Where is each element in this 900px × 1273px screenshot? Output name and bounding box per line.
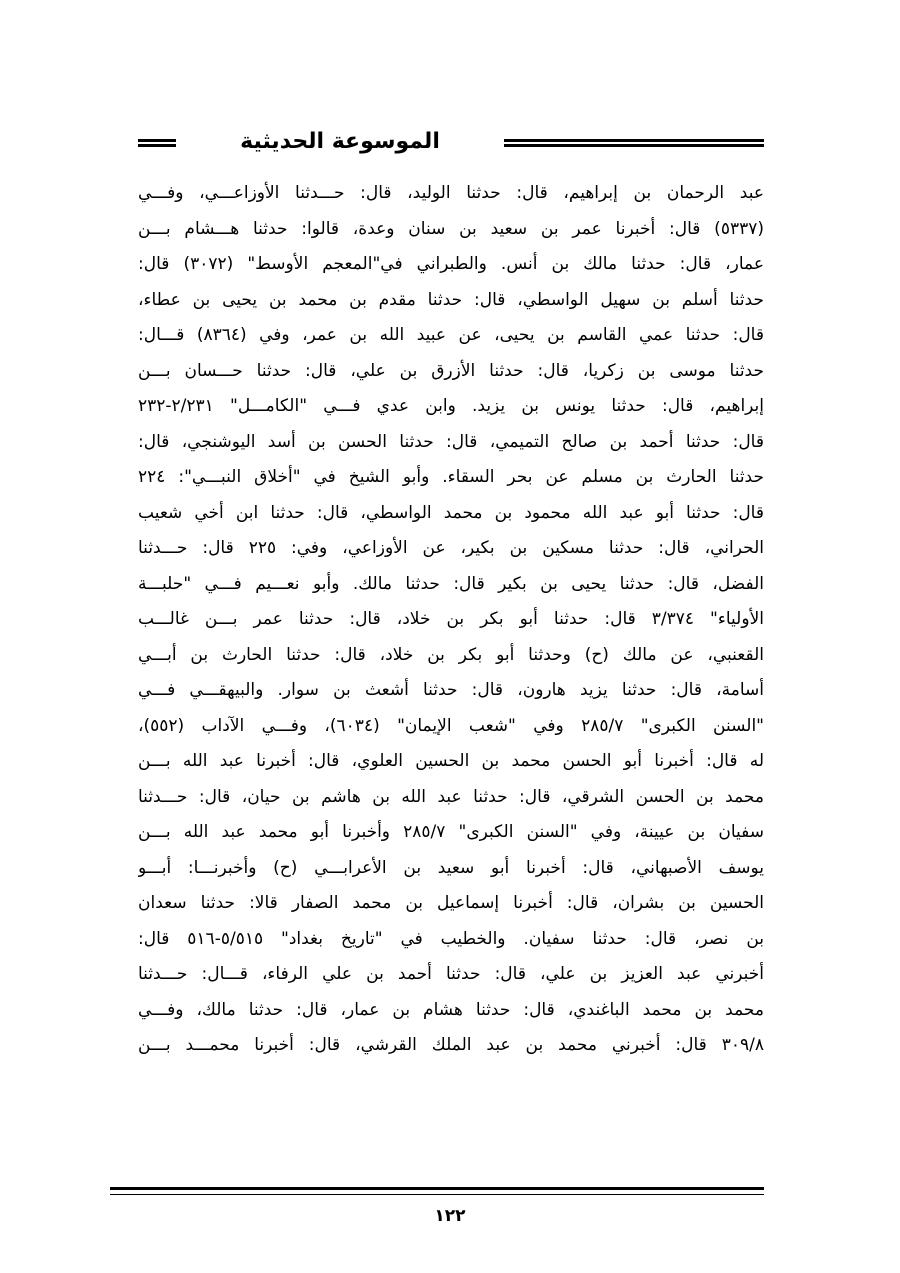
page-number: ١٢٢ bbox=[434, 1206, 466, 1226]
text-line: إبراهيم، قال: حدثنا يونس بن يزيد. وابن عدي فـــي "الكامـــل" ٢/٢٣١-٢٣٢ bbox=[138, 396, 764, 416]
text-line: عبد الرحمان بن إبراهيم، قال: حدثنا الوليد، قال: حـــدثنا الأوزاعـــي، وفـــي bbox=[138, 183, 764, 203]
text-line: محمد بن الحسن الشرقي، قال: حدثنا عبد الله بن هاشم بن حيان، قال: حـــدثنا bbox=[138, 786, 764, 807]
text-line: الحراني، قال: حدثنا مسكين بن بكير، عن الأوزاعي، وفي: ٢٢٥ قال: حـــدثنا bbox=[138, 538, 764, 558]
text-line: الفضل، قال: حدثنا يحيى بن بكير قال: حدثنا مالك. وأبو نعـــيم فـــي "حلبـــة bbox=[138, 573, 764, 594]
text-line: محمد بن محمد الباغندي، قال: حدثنا هشام بن عمار، قال: حدثنا مالك، وفـــي bbox=[138, 999, 764, 1020]
text-line: أسامة، قال: حدثنا يزيد هارون، قال: حدثنا أشعث بن سوار. والبيهقـــي فـــي bbox=[138, 680, 764, 700]
text-line: عمار، قال: حدثنا مالك بن أنس. والطبراني في"المعجم الأوسط" (٣٠٧٢) قال: bbox=[138, 254, 764, 274]
text-line: القعنبي، عن مالك (ح) وحدثنا أبو بكر بن خلاد، قال: حدثنا الحارث بن أبـــي bbox=[138, 644, 764, 665]
header-rule-right bbox=[504, 139, 764, 147]
text-line: أخبرني عبد العزيز بن علي، قال: حدثنا أحمد بن علي الرفاء، قـــال: حـــدثنا bbox=[138, 964, 764, 984]
text-line: قال: حدثنا أبو عبد الله محمود بن محمد الواسطي، قال: حدثنا ابن أخي شعيب bbox=[138, 502, 764, 523]
header-title: الموسوعة الحديثية bbox=[240, 129, 440, 154]
text-line: سفيان بن عيينة، وفي "السنن الكبرى" ٢٨٥/٧ وأخبرنا أبو محمد عبد الله بـــن bbox=[138, 822, 764, 842]
text-line: (٥٣٣٧) قال: أخبرنا عمر بن سعيد بن سنان وعدة، قالوا: حدثنا هـــشام بـــن bbox=[138, 218, 764, 239]
text-line: حدثنا أسلم بن سهيل الواسطي، قال: حدثنا مقدم بن محمد بن يحيى بن عطاء، bbox=[138, 289, 764, 310]
footer-rule bbox=[110, 1187, 764, 1195]
text-line: قال: حدثنا عمي القاسم بن يحيى، عن عبيد الله بن عمر، وفي (٨٣٦٤) قـــال: bbox=[138, 325, 764, 345]
text-line: له قال: أخبرنا أبو الحسن محمد بن الحسين العلوي، قال: أخبرنا عبد الله بـــن bbox=[138, 751, 764, 771]
running-header bbox=[138, 123, 764, 163]
text-line: قال: حدثنا أحمد بن صالح التميمي، قال: حدثنا الحسن بن أسد اليوشنجي، قال: bbox=[138, 431, 764, 452]
text-line: بن نصر، قال: حدثنا سفيان. والخطيب في "تاريخ بغداد" ٥/٥١٥-٥١٦ قال: bbox=[138, 928, 764, 949]
text-line: حدثنا الحارث بن مسلم عن بحر السقاء. وأبو الشيخ في "أخلاق النبـــي": ٢٢٤ bbox=[138, 467, 764, 487]
body-text bbox=[138, 176, 764, 1064]
text-line: "السنن الكبرى" ٢٨٥/٧ وفي "شعب الإيمان" (٦٠٣٤)، وفـــي الآداب (٥٥٢)، bbox=[138, 715, 764, 736]
text-line: حدثنا موسى بن زكريا، قال: حدثنا الأزرق بن علي، قال: حدثنا حـــسان بـــن bbox=[138, 360, 764, 381]
text-line: الأولياء" ٣/٣٧٤ قال: حدثنا أبو بكر بن خلاد، قال: حدثنا عمر بـــن غالـــب bbox=[138, 609, 764, 629]
text-line: الحسين بن بشران، قال: أخبرنا إسماعيل بن محمد الصفار قالا: حدثنا سعدان bbox=[138, 893, 764, 913]
text-line: ٣٠٩/٨ قال: أخبرني محمد بن عبد الملك القرشي، قال: أخبرنا محمـــد بـــن bbox=[138, 1035, 764, 1055]
header-rule-left bbox=[138, 139, 176, 147]
text-line: يوسف الأصبهاني، قال: أخبرنا أبو سعيد بن الأعرابـــي (ح) وأخبرنـــا: أبـــو bbox=[138, 857, 764, 878]
